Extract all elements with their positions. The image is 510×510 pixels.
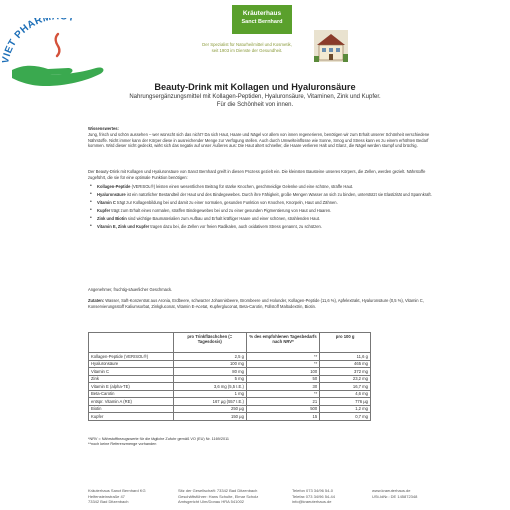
ingredients: Zutaten: Wasser, Saft-Konzentrat aus Aronia, Erdbeere, schwarzer Johannisbeere, Brombeere und Holunder, Kollagen-Peptide (11,6 %), Apfelextrakt, Hyaluronsäure (0,5 %), Vitamin C, Konservierungsstoff Kaliumsorbat, Zinkgluconat, Vitamin E-Acetat, Kupfergluconat, Beta-Carotin, Füllstoff Maltodextrin, Biotin. <box>88 298 424 309</box>
table-cell: 372 mg <box>320 368 371 375</box>
table-cell: ** <box>246 360 319 367</box>
table-cell: 5 mg <box>173 375 246 382</box>
table-cell: ** <box>246 353 319 360</box>
table-cell: 1 mg <box>173 390 246 397</box>
table-cell: 500 <box>246 405 319 412</box>
table-footnote-2: **noch keine Referenzmenge vorhanden <box>88 442 157 446</box>
table-cell: Zink <box>89 375 174 382</box>
subtitle-line-2: Für die Schönheit von innen. <box>216 101 294 108</box>
list-item: • Hyaluronsäure ist ein natürlicher Bestandteil der Haut und des Bindegewebes. Durch ihre Fähigkeit, große Mengen Wasser an sich zu binden, unterstützt sie Elastizität und Spannkraft. <box>88 192 443 198</box>
footer-web: www.kraeuterhaus.de USt-IdNr.: DE 145872348 <box>372 488 418 499</box>
table-header-row <box>89 333 371 353</box>
table-cell: entspr. Vitamin A (RE) <box>89 398 174 405</box>
slogan-line-1: Der Spezialist für Naturheilmittel und Kosmetik, <box>202 42 292 47</box>
table-row <box>89 360 371 367</box>
table-cell: 11,6 g <box>320 353 371 360</box>
table-cell: 0,7 mg <box>320 413 371 420</box>
slogan <box>182 42 312 53</box>
table-row <box>89 398 371 405</box>
table-cell: Hyaluronsäure <box>89 360 174 367</box>
table-cell: 16,7 mg <box>320 383 371 390</box>
table-header: pro Trinkfläschchen (= Tagesdosis) <box>173 333 246 353</box>
taste-note: Angenehmer, fruchtig-säuerlicher Geschmack. <box>88 287 173 292</box>
slogan-line-2: seit 1903 im Dienste der Gesundheit. <box>211 47 283 53</box>
table-row <box>89 413 371 420</box>
svg-text:VIET PHARMACY: IET PHARM Y <box>2 18 77 58</box>
logo-line-1: Kräuterhaus <box>242 10 282 17</box>
footer-legal: Sitz der Gesellschaft: 73342 Bad Ditzenbach Geschäftsführer: Hans Schulte, Elmar Scholz Amtsgericht Ulm/Donau HRA 541002 <box>178 488 259 505</box>
table-cell: 23,2 mg <box>320 375 371 382</box>
list-item: • Vitamin C trägt zur Kollagenbildung bei und damit zu einer normalen, gesunden Funktion von Knochen, Knorpeln, Haut und Zähnen. <box>88 200 443 206</box>
brand-logo <box>232 5 292 34</box>
product-subtitle <box>60 94 450 109</box>
table-cell: 3,6 mg (5,5 I.E.) <box>173 383 246 390</box>
table-cell: 776 µg <box>320 398 371 405</box>
list-item: • Zink und Biotin sind wichtige Baumaterialien zum Aufbau und Erhalt kräftiger Haare und einer schönen, strahlenden Haut. <box>88 216 443 222</box>
table-header: pro 100 g <box>320 333 371 353</box>
subtitle-line-1: Nahrungsergänzungsmittel mit Kollagen-Peptiden, Hyaluronsäure, Vitaminen, Zink und Kupfer. <box>129 94 381 100</box>
table-cell: 167 µg (557 I.E.) <box>173 398 246 405</box>
table-cell: 15 <box>246 413 319 420</box>
table-header: % des empfohlenen Tagesbedarfs nach NRV* <box>246 333 319 353</box>
table-cell: 80 mg <box>173 368 246 375</box>
benefit-list <box>88 184 443 232</box>
intro-paragraph: Jung, frisch und schön aussehen – wer wünscht sich das nicht? Da sich Haut, Haare und Nägel vor allem von innen regenerieren, benötigen wir zum Erhalt unserer Schönheit verschiedene Nährstoffe. Nicht immer kann der Körper diese in ausreichender Menge zur Verfügung stellen. Auch durch Umwelteinflüsse wie Sonne, Smog und Stress kann es zu einem erhöhten Bedarf kommen. Wird dieser nicht gedeckt, wirkt sich das negativ auf unser Äußeres aus: Die Haut altert schneller, die Haare verlieren Halt und Glanz, die Nägel werden stumpf und brüchig. <box>88 132 430 148</box>
logo-line-2: Sanct Bernhard <box>241 19 283 25</box>
table-cell: 1,2 mg <box>320 405 371 412</box>
nutrition-table <box>88 332 371 421</box>
table-row <box>89 383 371 390</box>
table-cell: Beta-Carotin <box>89 390 174 397</box>
table-cell: Biotin <box>89 405 174 412</box>
footer-contact: Telefon 073 34/96 54-0 Telefax 073 34/96 54-44 info@kraeuterhaus.de <box>292 488 335 505</box>
table-row <box>89 368 371 375</box>
house-illustration <box>314 30 348 62</box>
table-cell: 150 µg <box>173 413 246 420</box>
table-cell: Kollagen-Peptide (VERISOL®) <box>89 353 174 360</box>
table-cell: 4,6 mg <box>320 390 371 397</box>
table-cell: 21 <box>246 398 319 405</box>
table-footnote-1: *NRV = Nährstoffbezugswerte für die tägliche Zufuhr gemäß VO (EU) Nr. 1169/2011 <box>88 437 230 441</box>
section-heading: Wissenswertes: <box>88 126 119 131</box>
list-item: • Vitamin E, Zink und Kupfer tragen dazu bei, die Zellen vor freien Radikalen, auch oxidativem Stress genannt, zu schützen. <box>88 224 443 230</box>
list-item: • Kollagen-Peptide (VERISOL®) leisten einen wesentlichen Beitrag für starke Knochen, geschmeidige Gelenke und eine schöne, straffe Haut. <box>88 184 443 190</box>
table-cell: Kupfer <box>89 413 174 420</box>
table-row <box>89 353 371 360</box>
table-row <box>89 405 371 412</box>
table-header <box>89 333 174 353</box>
product-title: Beauty-Drink mit Kollagen und Hyaluronsäure <box>154 82 356 92</box>
table-cell: 250 µg <box>173 405 246 412</box>
table-cell: 100 <box>246 368 319 375</box>
list-item: • Kupfer trägt zum Erhalt eines normalen, straffen Bindegewebes bei und zu einer gesunden Pigmentierung von Haut und Haaren. <box>88 208 443 214</box>
table-cell: 50 <box>246 375 319 382</box>
drink-paragraph: Der Beauty-Drink mit Kollagen und Hyaluronsäure von Sanct Bernhard greift in diesen Prozess gezielt ein. Die kleinsten Bausteine unseres Körpers, die Zellen, werden gezielt. Nährstoffe zugeführt, die sie für eine optimale Funktion benötigen: <box>88 169 426 180</box>
table-cell: 465 mg <box>320 360 371 367</box>
table-cell: 30 <box>246 383 319 390</box>
table-cell: Vitamin C <box>89 368 174 375</box>
footer-company: Kräuterhaus Sanct Bernhard KG Helfensteinstraße 47 73342 Bad Ditzenbach <box>88 488 146 505</box>
table-cell: 100 mg <box>173 360 246 367</box>
table-row <box>89 390 371 397</box>
table-cell: Vitamin E (alpha-TE) <box>89 383 174 390</box>
table-cell: 2,5 g <box>173 353 246 360</box>
table-cell: ** <box>246 390 319 397</box>
table-row <box>89 375 371 382</box>
